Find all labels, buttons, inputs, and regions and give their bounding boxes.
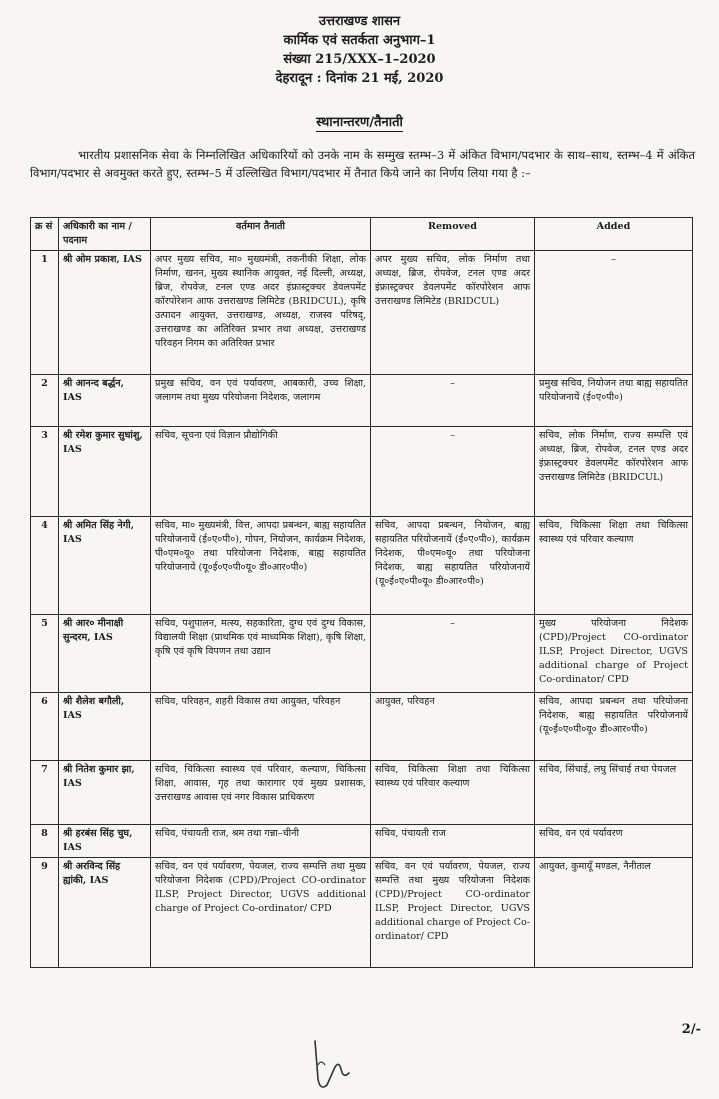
row-serial: 1 bbox=[31, 251, 59, 375]
row-current-posting: सचिव, परिवहन, शहरी विकास तथा आयुक्त, परिवहन bbox=[151, 693, 371, 761]
signature-mark bbox=[305, 1035, 360, 1095]
page-number: 2/- bbox=[681, 1022, 701, 1037]
header-removed: Removed bbox=[371, 218, 535, 251]
document-header bbox=[0, 12, 719, 88]
transfer-table bbox=[30, 217, 693, 968]
row-officer-name: श्री अमित सिंह नेगी, IAS bbox=[59, 517, 151, 615]
row-added: – bbox=[535, 251, 693, 375]
table-row bbox=[31, 825, 693, 858]
row-removed: सचिव, पंचायती राज bbox=[371, 825, 535, 858]
row-current-posting: सचिव, मा० मुख्यमंत्री, वित्त, आपदा प्रबन्धन, बाह्य सहायतित परियोजनायें (ई०ए०पी०), गोपन, नियोजन, कार्यक्रम निदेशक, पी०एम०यू० तथा परियोजना निदेशक, बाह्य सहायतित परियोजनायें (यू०ई०ए०पी०यू० डी०आर०पी०) bbox=[151, 517, 371, 615]
row-officer-name: श्री अरविन्द सिंह ह्यांकी, IAS bbox=[59, 858, 151, 968]
row-serial: 8 bbox=[31, 825, 59, 858]
row-officer-name: श्री रमेश कुमार सुधांशु, IAS bbox=[59, 427, 151, 517]
row-serial: 3 bbox=[31, 427, 59, 517]
row-added: प्रमुख सचिव, नियोजन तथा बाह्य सहायतित परियोजनायें (ई०ए०पी०) bbox=[535, 375, 693, 427]
row-removed: – bbox=[371, 427, 535, 517]
table-header-row bbox=[31, 218, 693, 251]
header-current-posting: वर्तमान तैनाती bbox=[151, 218, 371, 251]
row-added: सचिव, सिंचाई, लघु सिंचाई तथा पेयजल bbox=[535, 761, 693, 825]
row-added: सचिव, वन एवं पर्यावरण bbox=[535, 825, 693, 858]
row-serial: 5 bbox=[31, 615, 59, 693]
row-added: सचिव, चिकित्सा शिक्षा तथा चिकित्सा स्वास्थ्य एवं परिवार कल्याण bbox=[535, 517, 693, 615]
row-current-posting: सचिव, चिकित्सा स्वास्थ्य एवं परिवार, कल्याण, चिकित्सा शिक्षा, आवास, गृह तथा कारागार एवं मुख्य प्रशासक, उत्तराखण्ड आवास एवं नगर विकास प्राधिकरण bbox=[151, 761, 371, 825]
row-officer-name: श्री ओम प्रकाश, IAS bbox=[59, 251, 151, 375]
header-officer-name: अधिकारी का नाम /पदनाम bbox=[59, 218, 151, 251]
row-officer-name: श्री हरबंस सिंह चुघ, IAS bbox=[59, 825, 151, 858]
table-row bbox=[31, 693, 693, 761]
row-officer-name: श्री नितेश कुमार झा, IAS bbox=[59, 761, 151, 825]
row-current-posting: सचिव, पंचायती राज, श्रम तथा गन्ना–चीनी bbox=[151, 825, 371, 858]
table-body bbox=[31, 251, 693, 968]
table-row bbox=[31, 251, 693, 375]
row-serial: 7 bbox=[31, 761, 59, 825]
row-removed: सचिव, वन एवं पर्यावरण, पेयजल, राज्य सम्पत्ति तथा मुख्य परियोजना निदेशक (CPD)/Project CO-ordinator ILSP, Project Director, UGVS additional charge of Project Co-ordinator/ CPD bbox=[371, 858, 535, 968]
header-order-number: संख्या 215/XXX–1–2020 bbox=[283, 52, 436, 67]
table-row bbox=[31, 615, 693, 693]
row-current-posting: प्रमुख सचिव, वन एवं पर्यावरण, आबकारी, उच्च शिक्षा, जलागम तथा मुख्य परियोजना निदेशक, जलागम bbox=[151, 375, 371, 427]
table-row bbox=[31, 858, 693, 968]
header-department: कार्मिक एवं सतर्कता अनुभाग–1 bbox=[283, 33, 436, 48]
table-row bbox=[31, 761, 693, 825]
row-officer-name: श्री आर० मीनाक्षी सुन्दरम, IAS bbox=[59, 615, 151, 693]
row-current-posting: सचिव, पशुपालन, मत्स्य, सहकारिता, दुग्ध एवं दुग्ध विकास, विद्यालयी शिक्षा (प्राथमिक एवं माध्यमिक शिक्षा), कृषि शिक्षा, कृषि एवं कृषि विपणन तथा उद्यान bbox=[151, 615, 371, 693]
row-added: सचिव, लोक निर्माण, राज्य सम्पत्ति एवं अध्यक्ष, ब्रिज, रोपवेज, टनल एण्ड अदर इंफ्रास्ट्रक्चर डेवलपमेंट कॉरपोरेशन आफ उत्तराखण्ड लिमिटेड (BRIDCUL) bbox=[535, 427, 693, 517]
row-removed: सचिव, आपदा प्रबन्धन, नियोजन, बाह्य सहायतित परियोजनायें (ई०ए०पी०), कार्यक्रम निदेशक, पी०एम०यू० तथा परियोजना निदेशक, बाह्य सहायतित परियोजनायें (यू०ई०ए०पी०यू० डी०आर०पी०) bbox=[371, 517, 535, 615]
row-removed: आयुक्त, परिवहन bbox=[371, 693, 535, 761]
row-added: आयुक्त, कुमायूँ मण्डल, नैनीताल bbox=[535, 858, 693, 968]
row-removed: – bbox=[371, 375, 535, 427]
header-date: देहरादून : दिनांक 21 मई, 2020 bbox=[275, 71, 444, 86]
table-row bbox=[31, 375, 693, 427]
header-added: Added bbox=[535, 218, 693, 251]
row-added: सचिव, आपदा प्रबन्धन तथा परियोजना निदेशक, बाह्य सहायतित परियोजनायें (यू०ई०ए०पी०यू० डी०आर०पी०) bbox=[535, 693, 693, 761]
row-added: मुख्य परियोजना निदेशक (CPD)/Project CO-ordinator ILSP, Project Director, UGVS additional charge of Project Co-ordinator/ CPD bbox=[535, 615, 693, 693]
row-officer-name: श्री शैलेश बगौली, IAS bbox=[59, 693, 151, 761]
table-row bbox=[31, 427, 693, 517]
row-removed: अपर मुख्य सचिव, लोक निर्माण तथा अध्यक्ष, ब्रिज, रोपवेज, टनल एण्ड अदर इंफ्रास्ट्रक्चर डेवलपमेंट कॉरपोरेशन आफ उत्तराखण्ड लिमिटेड (BRIDCUL) bbox=[371, 251, 535, 375]
header-government: उत्तराखण्ड शासन bbox=[318, 14, 401, 29]
row-current-posting: अपर मुख्य सचिव, मा० मुख्यमंत्री, तकनीकी शिक्षा, लोक निर्माण, खनन, मुख्य स्थानिक आयुक्त, नई दिल्ली, अध्यक्ष, ब्रिज, रोपवेज, टनल एण्ड अदर इंफ्रास्ट्रक्चर डेवलपमेंट कॉरपोरेशन आफ उत्तराखण्ड लिमिटेड (BRIDCUL), कृषि उत्पादन आयुक्त, उत्तराखण्ड, अध्यक्ष, राजस्व परिषद्, उत्तराखण्ड का अतिरिक्त प्रभार तथा अध्यक्ष, उत्तराखण्ड परिवहन निगम का अतिरिक्त प्रभार bbox=[151, 251, 371, 375]
subject-line bbox=[0, 112, 719, 130]
row-serial: 9 bbox=[31, 858, 59, 968]
row-current-posting: सचिव, वन एवं पर्यावरण, पेयजल, राज्य सम्पत्ति तथा मुख्य परियोजना निदेशक (CPD)/Project CO-ordinator ILSP, Project Director, UGVS additional charge of Project Co-ordinator/ CPD bbox=[151, 858, 371, 968]
row-removed: सचिव, चिकित्सा शिक्षा तथा चिकित्सा स्वास्थ्य एवं परिवार कल्याण bbox=[371, 761, 535, 825]
header-serial: क्र सं bbox=[31, 218, 59, 251]
subject-text: स्थानान्तरण/तैनाती bbox=[316, 115, 403, 130]
table-row bbox=[31, 517, 693, 615]
intro-paragraph: भारतीय प्रशासनिक सेवा के निम्नलिखित अधिकारियों को उनके नाम के सम्मुख स्तम्भ–3 में अंकित विभाग/पदभार के साथ–साथ, स्तम्भ–4 में अंकित विभाग/पदभार से अवमुक्त करते हुए, स्तम्भ–5 में उल्लिखित विभाग/पदभार में तैनात किये जाने का निर्णय लिया गया है :– bbox=[30, 148, 695, 180]
row-serial: 4 bbox=[31, 517, 59, 615]
row-officer-name: श्री आनन्द बर्द्धन, IAS bbox=[59, 375, 151, 427]
row-serial: 2 bbox=[31, 375, 59, 427]
row-removed: – bbox=[371, 615, 535, 693]
row-current-posting: सचिव, सूचना एवं विज्ञान प्रौद्योगिकी bbox=[151, 427, 371, 517]
row-serial: 6 bbox=[31, 693, 59, 761]
